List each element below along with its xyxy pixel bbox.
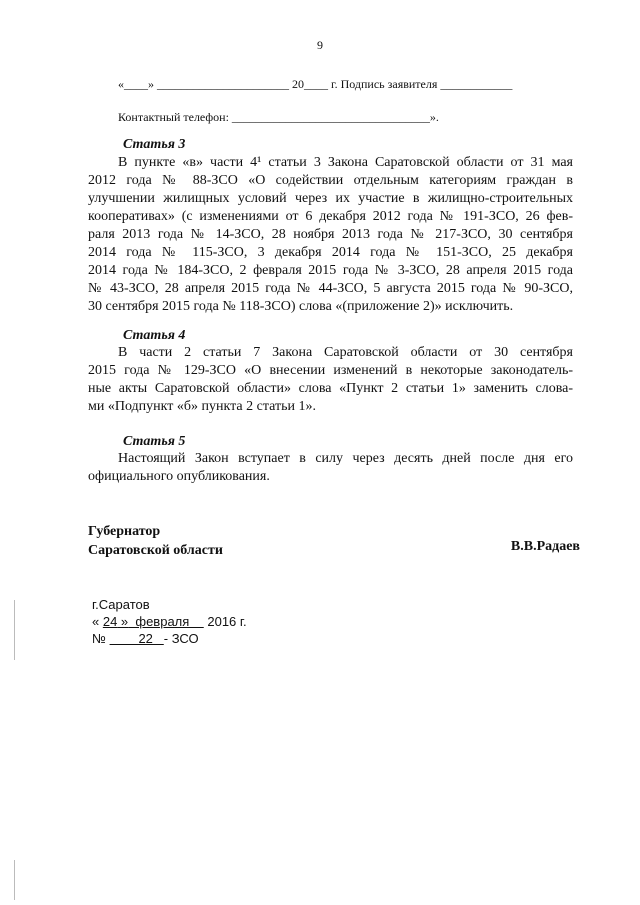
article-3-line: улучшении жилищных условий через их участие в жилищно-строительных [88,191,573,206]
law-number: № 22 - ЗСО [92,631,199,646]
article-5-title: Статья 5 [123,434,186,449]
article-3-line: В пункте «в» части 4¹ статьи 3 Закона Саратовской области от 31 мая [118,155,573,170]
article-5-line: Настоящий Закон вступает в силу через десять дней после дня его [118,451,573,466]
article-3-line: № 43-ЗСО, 28 апреля 2015 года № 44-ЗСО, 5 августа 2015 года № 90-ЗСО, [88,281,573,296]
article-3-line: 2012 года № 88-ЗСО «О содействии отдельным категориям граждан в [88,173,573,188]
article-5-text [88,450,573,486]
city: г.Саратов [92,597,150,612]
date-day: 24 [102,614,118,629]
article-3-line: 2014 года № 115-ЗСО, 3 декабря 2014 года № 151-ЗСО, 25 декабря [88,245,573,260]
place-date-block [92,596,247,647]
signatory-name: В.В.Радаев [510,539,580,554]
article-4-title: Статья 4 [123,328,186,343]
article-3-text [88,154,573,316]
scan-margin-mark [14,860,15,900]
article-3-title: Статья 3 [123,137,186,152]
article-3-line: 2014 года № 184-ЗСО, 2 февраля 2015 года № 3-ЗСО, 28 апреля 2015 года [88,263,573,278]
signatory-position [88,522,223,560]
signing-date: « 24 » февраля 2016 г. [92,614,247,629]
contact-phone-line: Контактный телефон: _________________________________». [118,110,439,124]
article-4-text [88,344,573,416]
article-4-line: 2015 года № 129-ЗСО «О внесении изменений в некоторые законодатель- [88,363,573,378]
article-3-line: раля 2013 года № 14-ЗСО, 28 ноября 2013 года № 217-ЗСО, 30 сентября [88,227,573,242]
law-number-value: 22 [109,631,164,646]
signatory-position-line2: Саратовской области [88,543,223,558]
page-number: 9 [317,38,323,52]
article-3-line: кооперативах» (с изменениями от 6 декабря 2012 года № 191-ЗСО, 26 фев- [88,209,573,224]
date-month: февраля [128,614,204,629]
scan-margin-mark [14,600,15,660]
signatory-position-line1: Губернатор [88,524,161,539]
article-4-line: В части 2 статьи 7 Закона Саратовской области от 30 сентября [118,345,573,360]
applicant-date-signature-line: «____» ______________________ 20____ г. Подпись заявителя ____________ [118,77,513,91]
article-3-line: 30 сентября 2015 года № 118-ЗСО) слова «(приложение 2)» исключить. [88,299,514,314]
article-4-line: ные акты Саратовской области» слова «Пункт 2 статьи 1» заменить слова- [88,381,573,396]
article-4-line: ми «Подпункт «б» пункта 2 статьи 1». [88,399,316,414]
article-5-line: официального опубликования. [88,469,270,484]
